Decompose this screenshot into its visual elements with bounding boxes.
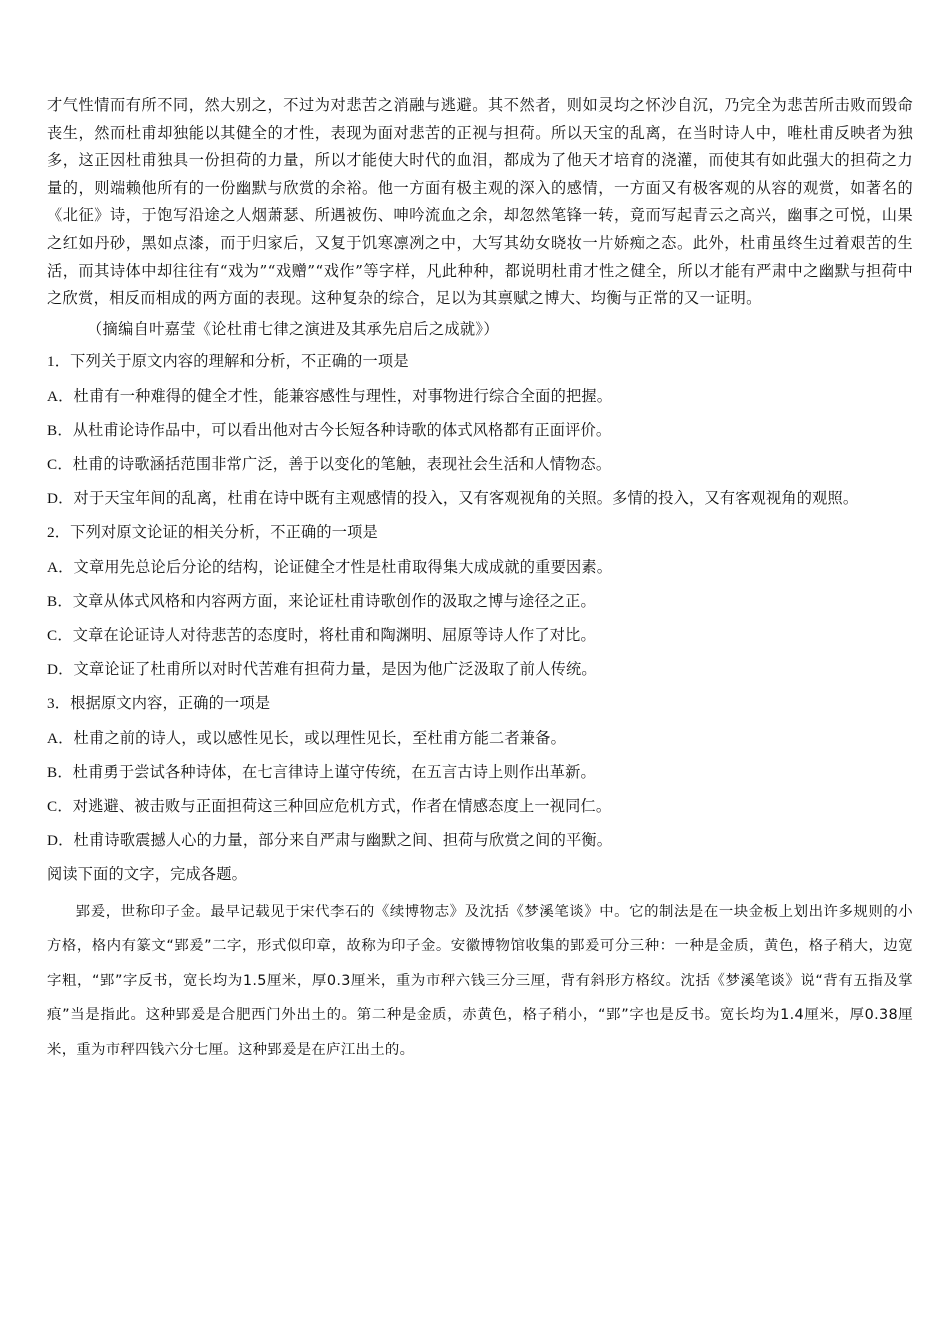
document-page xyxy=(47,92,913,1068)
section-paragraph: 郢爰，世称印子金。最早记载见于宋代李石的《续博物志》及沈括《梦溪笔谈》中。它的制法是在一块金板上划出许多规则的小方格，格内有篆文“郢爰”二字，形式似印章，故称为印子金。安徽博物馆收集的郢爰可分三种：一种是金质，黄色，格子稍大，边宽字粗，“郢”字反书，宽长均为1.5厘米，厚0.3厘米，重为市秤六钱三分三厘，背有斜形方格纹。沈括《梦溪笔谈》说“背有五指及掌痕”当是指此。这种郢爰是合肥西门外出土的。第二种是金质，赤黄色，格子稍小，“郢”字也是反书。宽长均为1.4厘米，厚0.38厘米，重为市秤四钱六分七厘。这种郢爰是在庐江出土的。 xyxy=(47,903,913,1058)
question-stem: 1．下列关于原文内容的理解和分析，不正确的一项是 xyxy=(47,353,409,371)
passage-continuation: 才气性情而有所不同，然大别之，不过为对悲苦之消融与逃避。其不然者，则如灵均之怀沙自沉，乃完全为悲苦所击败而毁命丧生，然而杜甫却独能以其健全的才性，表现为面对悲苦的正视与担荷。所以天宝的乱离，在当时诗人中，唯杜甫反映者为独多，这正因杜甫独具一份担荷的力量，所以才能使大时代的血泪，都成为了他天才培育的浇灌，而使其有如此强大的担荷之力量的，则端赖他所有的一份幽默与欣赏的余裕。他一方面有极主观的深入的感情，一方面又有极客观的从容的观赏，如著名的《北征》诗，于饱写沿途之人烟萧瑟、所遇被伤、呻吟流血之余，却忽然笔锋一转，竟而写起青云之高兴，幽事之可悦，山果之红如丹砂，黑如点漆，而于归家后，又复于饥寒凛冽之中，大写其幼女晓妆一片娇痴之态。此外，杜甫虽终生过着艰苦的生活，而其诗体中却往往有“戏为”“戏赠”“戏作”等字样，凡此种种，都说明杜甫才性之健全，所以才能有严肃中之幽默与担荷中之欣赏，相反而相成的两方面的表现。这种复杂的综合，足以为其禀赋之博大、均衡与正常的又一证明。 xyxy=(47,96,913,308)
question-stem: 2．下列对原文论证的相关分析，不正确的一项是 xyxy=(47,524,378,542)
option-a: A．杜甫之前的诗人，或以感性见长，或以理性见长，至杜甫方能二者兼备。 xyxy=(47,729,566,747)
option-c: C．文章在论证诗人对待悲苦的态度时，将杜甫和陶渊明、屈原等诗人作了对比。 xyxy=(47,626,596,644)
question-2 xyxy=(47,516,913,687)
option-c: C．对逃避、被击败与正面担荷这三种回应危机方式，作者在情感态度上一视同仁。 xyxy=(47,797,612,815)
question-stem: 3．根据原文内容，正确的一项是 xyxy=(47,695,271,713)
option-c: C．杜甫的诗歌涵括范围非常广泛，善于以变化的笔触，表现社会生活和人情物态。 xyxy=(47,455,612,473)
question-1 xyxy=(47,345,913,516)
section-instruction: 阅读下面的文字，完成各题。 xyxy=(47,866,248,884)
option-b: B．杜甫勇于尝试各种诗体，在七言律诗上谨守传统，在五言古诗上则作出革新。 xyxy=(47,763,596,781)
option-d: D．对于天宝年间的乱离，杜甫在诗中既有主观感情的投入，又有客观视角的关照。多情的投入，又有客观视角的观照。 xyxy=(47,490,859,508)
option-b: B．文章从体式风格和内容两方面，来论证杜甫诗歌创作的汲取之博与途径之正。 xyxy=(47,592,596,610)
option-a: A．杜甫有一种难得的健全才性，能兼容感性与理性，对事物进行综合全面的把握。 xyxy=(47,387,613,405)
option-d: D．文章论证了杜甫所以对时代苦难有担荷力量，是因为他广泛汲取了前人传统。 xyxy=(47,661,597,679)
question-3 xyxy=(47,687,913,858)
option-b: B．从杜甫论诗作品中，可以看出他对古今长短各种诗歌的体式风格都有正面评价。 xyxy=(47,421,612,439)
passage-source: （摘编自叶嘉莹《论杜甫七律之演进及其承先启后之成就》） xyxy=(87,319,499,338)
option-d: D．杜甫诗歌震撼人心的力量，部分来自严肃与幽默之间、担荷与欣赏之间的平衡。 xyxy=(47,832,613,850)
option-a: A．文章用先总论后分论的结构，论证健全才性是杜甫取得集大成成就的重要因素。 xyxy=(47,558,613,576)
